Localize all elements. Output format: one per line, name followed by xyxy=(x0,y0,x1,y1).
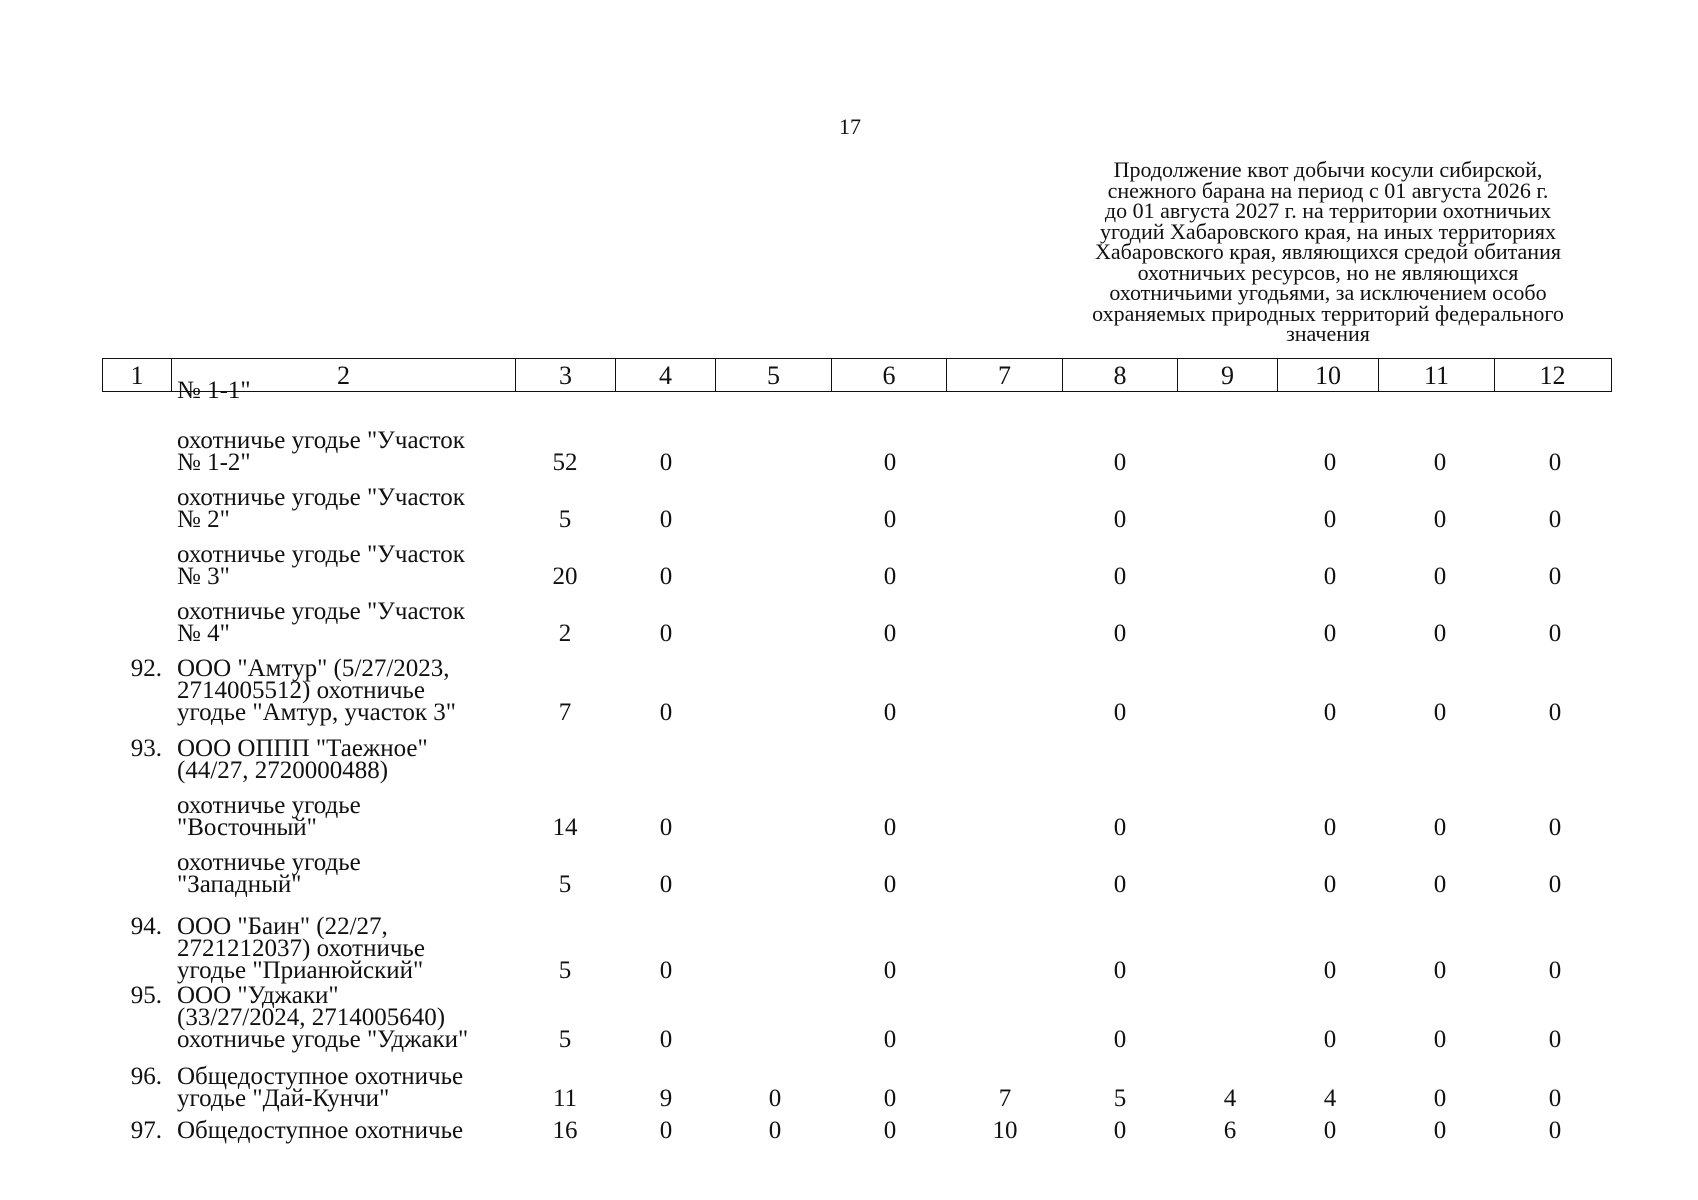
row-number: 93. xyxy=(130,735,162,762)
header-cell-7: 7 xyxy=(946,359,1062,391)
row-value-col-3: 5 xyxy=(558,871,572,898)
row-value-col-10: 0 xyxy=(1323,620,1337,647)
row-value-col-12: 0 xyxy=(1548,449,1562,476)
row-value-col-8: 0 xyxy=(1113,699,1127,726)
row-number: 92. xyxy=(130,655,162,682)
row-value-col-8: 0 xyxy=(1113,1117,1127,1144)
row-value-col-6: 0 xyxy=(883,1117,897,1144)
header-cell-12: 12 xyxy=(1494,359,1610,391)
row-value-col-4: 0 xyxy=(659,563,673,590)
row-value-col-4: 0 xyxy=(659,957,673,984)
row-value-col-12: 0 xyxy=(1548,506,1562,533)
row-value-col-5: 0 xyxy=(768,1085,782,1112)
row-value-col-10: 0 xyxy=(1323,699,1337,726)
row-value-col-4: 0 xyxy=(659,449,673,476)
row-value-col-3: 5 xyxy=(558,957,572,984)
row-value-col-10: 4 xyxy=(1323,1085,1337,1112)
header-cell-11: 11 xyxy=(1378,359,1494,391)
header-cell-1: 1 xyxy=(130,361,144,390)
row-value-col-3: 52 xyxy=(552,449,578,476)
row-name: охотничье угодье "Участок № 4" xyxy=(177,598,465,647)
row-name: ООО "Уджаки" (33/27/2024, 2714005640) охотничье угодье "Уджаки" xyxy=(177,982,469,1053)
row-value-col-11: 0 xyxy=(1433,699,1447,726)
row-number: 96. xyxy=(130,1063,162,1090)
row-value-col-9: 6 xyxy=(1223,1117,1237,1144)
row-value-col-4: 0 xyxy=(659,620,673,647)
row-value-col-10: 0 xyxy=(1323,957,1337,984)
row-value-col-6: 0 xyxy=(883,699,897,726)
row-value-col-4: 0 xyxy=(659,1117,673,1144)
row-value-col-5: 0 xyxy=(768,1117,782,1144)
row-value-col-10: 0 xyxy=(1323,449,1337,476)
row-value-col-10: 0 xyxy=(1323,563,1337,590)
row-value-col-11: 0 xyxy=(1433,871,1447,898)
table-caption: Продолжение квот добычи косули сибирской, снежного барана на период с 01 августа 2026 г. до 01 августа 2027 г. на территории охотничьих угодий Хабаровского края, на иных территориях Хабаровского края, являющихся средой обитания охотничьих ресурсов, но не являющихся охотничьими угодьями, за исключением особо охраняемых природных территорий федерального значения xyxy=(1092,157,1564,346)
row-value-col-12: 0 xyxy=(1548,814,1562,841)
row-value-col-6: 0 xyxy=(883,620,897,647)
row-value-col-8: 0 xyxy=(1113,871,1127,898)
header-cell-4: 4 xyxy=(615,359,715,391)
row-name: ООО "Амтур" (5/27/2023, 2714005512) охотничье угодье "Амтур, участок 3" xyxy=(177,655,457,726)
row-value-col-8: 0 xyxy=(1113,620,1127,647)
row-value-col-8: 0 xyxy=(1113,957,1127,984)
row-value-col-10: 0 xyxy=(1323,1026,1337,1053)
row-value-col-8: 5 xyxy=(1113,1085,1127,1112)
row-value-col-11: 0 xyxy=(1433,1117,1447,1144)
row-value-col-11: 0 xyxy=(1433,449,1447,476)
row-number: 94. xyxy=(130,913,162,940)
row-name: № 1-1" xyxy=(177,377,251,404)
row-value-col-11: 0 xyxy=(1433,506,1447,533)
row-value-col-6: 0 xyxy=(883,1026,897,1053)
row-value-col-6: 0 xyxy=(883,449,897,476)
row-value-col-4: 0 xyxy=(659,1026,673,1053)
row-value-col-8: 0 xyxy=(1113,506,1127,533)
row-value-col-12: 0 xyxy=(1548,1085,1562,1112)
row-value-col-11: 0 xyxy=(1433,1085,1447,1112)
row-value-col-12: 0 xyxy=(1548,620,1562,647)
row-value-col-3: 11 xyxy=(552,1085,578,1112)
row-value-col-3: 16 xyxy=(552,1117,578,1144)
row-value-col-4: 9 xyxy=(659,1085,673,1112)
header-cell-3: 3 xyxy=(515,359,615,391)
row-name: охотничье угодье "Восточный" xyxy=(177,792,361,841)
row-value-col-7: 7 xyxy=(998,1085,1012,1112)
header-cell-8: 8 xyxy=(1062,359,1177,391)
row-value-col-4: 0 xyxy=(659,814,673,841)
row-value-col-10: 0 xyxy=(1323,871,1337,898)
row-value-col-12: 0 xyxy=(1548,871,1562,898)
header-cell-10: 10 xyxy=(1277,359,1378,391)
row-name: охотничье угодье "Западный" xyxy=(177,849,361,898)
row-name: охотничье угодье "Участок № 1-2" xyxy=(177,427,465,476)
row-name: Общедоступное охотничье угодье "Дай-Кунчи" xyxy=(177,1063,464,1112)
row-value-col-10: 0 xyxy=(1323,506,1337,533)
page-number: 17 xyxy=(839,114,861,139)
row-number: 97. xyxy=(130,1117,162,1144)
row-value-col-4: 0 xyxy=(659,506,673,533)
row-value-col-3: 5 xyxy=(558,506,572,533)
row-value-col-3: 2 xyxy=(558,620,572,647)
row-value-col-6: 0 xyxy=(883,814,897,841)
row-value-col-8: 0 xyxy=(1113,449,1127,476)
row-value-col-9: 4 xyxy=(1223,1085,1237,1112)
row-value-col-3: 20 xyxy=(552,563,578,590)
row-value-col-10: 0 xyxy=(1323,1117,1337,1144)
header-cell-5: 5 xyxy=(715,359,831,391)
row-value-col-6: 0 xyxy=(883,871,897,898)
row-value-col-12: 0 xyxy=(1548,1026,1562,1053)
row-value-col-11: 0 xyxy=(1433,563,1447,590)
header-cell-2: 2 xyxy=(171,359,515,391)
row-value-col-7: 10 xyxy=(992,1117,1018,1144)
row-value-col-10: 0 xyxy=(1323,814,1337,841)
row-name: Общедоступное охотничье xyxy=(177,1117,464,1144)
row-value-col-11: 0 xyxy=(1433,1026,1447,1053)
row-value-col-11: 0 xyxy=(1433,957,1447,984)
row-name: охотничье угодье "Участок № 2" xyxy=(177,484,465,533)
header-cell-9: 9 xyxy=(1177,359,1277,391)
row-value-col-8: 0 xyxy=(1113,814,1127,841)
row-value-col-3: 7 xyxy=(558,699,572,726)
row-value-col-6: 0 xyxy=(883,563,897,590)
row-value-col-12: 0 xyxy=(1548,563,1562,590)
row-value-col-3: 14 xyxy=(552,814,578,841)
row-value-col-8: 0 xyxy=(1113,563,1127,590)
row-name: ООО ОППП "Таежное" (44/27, 2720000488) xyxy=(177,735,428,784)
row-value-col-6: 0 xyxy=(883,1085,897,1112)
row-name: ООО "Баин" (22/27, 2721212037) охотничье угодье "Прианюйский" xyxy=(177,913,425,984)
row-number: 95. xyxy=(130,982,162,1009)
row-value-col-4: 0 xyxy=(659,871,673,898)
row-value-col-11: 0 xyxy=(1433,814,1447,841)
row-value-col-8: 0 xyxy=(1113,1026,1127,1053)
row-value-col-12: 0 xyxy=(1548,699,1562,726)
header-cell-6: 6 xyxy=(831,359,946,391)
row-name: охотничье угодье "Участок № 3" xyxy=(177,541,465,590)
row-value-col-12: 0 xyxy=(1548,957,1562,984)
row-value-col-6: 0 xyxy=(883,957,897,984)
row-value-col-11: 0 xyxy=(1433,620,1447,647)
row-value-col-3: 5 xyxy=(558,1026,572,1053)
row-value-col-6: 0 xyxy=(883,506,897,533)
row-value-col-4: 0 xyxy=(659,699,673,726)
row-value-col-12: 0 xyxy=(1548,1117,1562,1144)
